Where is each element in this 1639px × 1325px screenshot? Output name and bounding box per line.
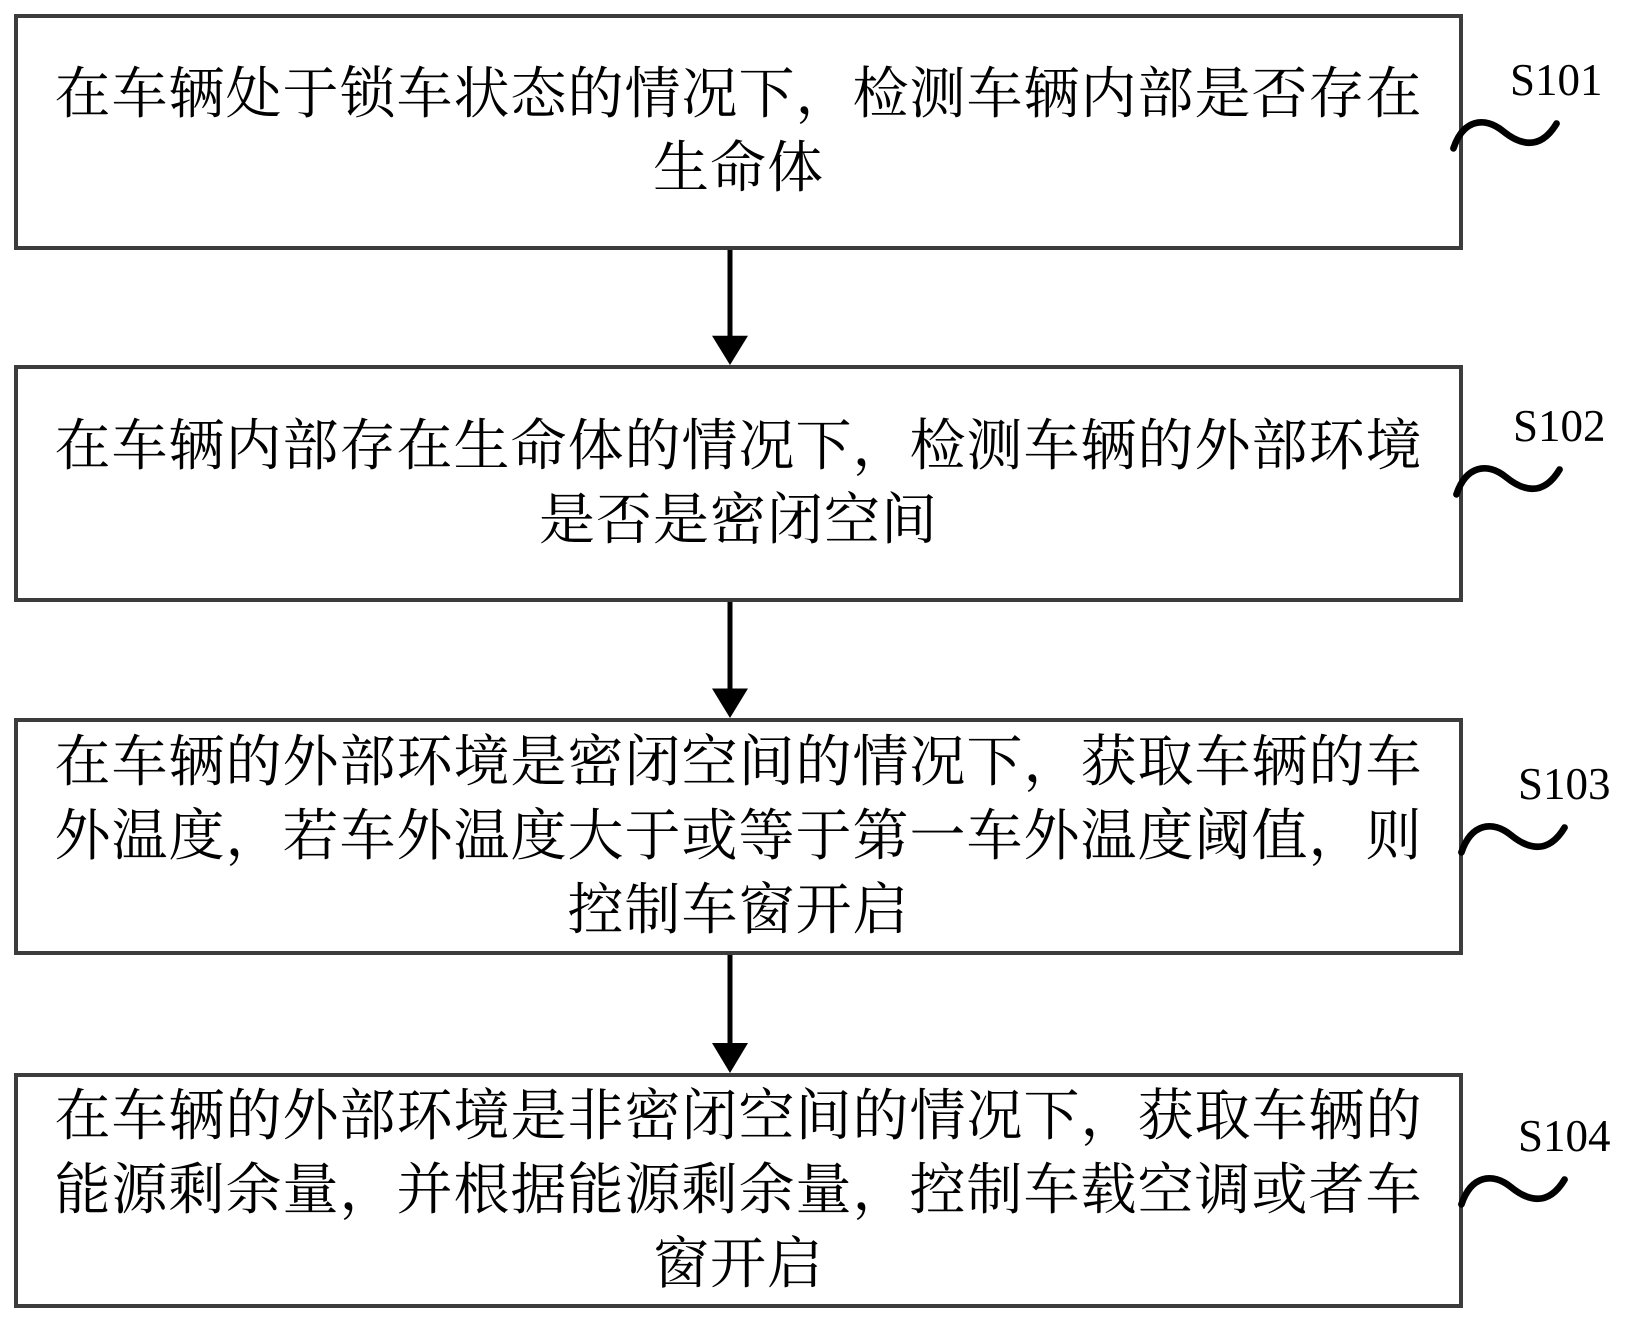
process-box-s103 xyxy=(14,718,1463,955)
tilde-connector-icon xyxy=(1449,460,1567,502)
step-label-s101 xyxy=(1446,56,1639,156)
step-label-text: S101 xyxy=(1510,55,1603,105)
process-text-line: 在车辆的外部环境是密闭空间的情况下，获取车辆的车 xyxy=(54,731,1423,794)
down-arrow-icon xyxy=(710,602,750,718)
process-text-line: 在车辆内部存在生命体的情况下，检测车辆的外部环境 xyxy=(54,415,1423,478)
process-text-line: 外温度，若车外温度大于或等于第一车外温度阈值，则 xyxy=(54,805,1423,868)
process-text-line: 控制车窗开启 xyxy=(567,879,910,942)
process-text-line: 是否是密闭空间 xyxy=(539,489,938,552)
tilde-connector-icon xyxy=(1454,1170,1572,1212)
process-text-line: 在车辆处于锁车状态的情况下，检测车辆内部是否存在 xyxy=(54,64,1423,126)
process-box-s102 xyxy=(14,365,1463,602)
step-label-text: S104 xyxy=(1518,1111,1611,1161)
process-text-line: 生命体 xyxy=(653,138,824,200)
tilde-connector-icon xyxy=(1454,818,1572,860)
process-text-line: 在车辆的外部环境是非密闭空间的情况下，获取车辆的 xyxy=(54,1085,1423,1148)
down-arrow-icon xyxy=(710,955,750,1073)
process-text-line: 窗开启 xyxy=(653,1233,824,1296)
process-box-s104 xyxy=(14,1073,1463,1308)
down-arrow-icon xyxy=(710,250,750,365)
step-label-s103 xyxy=(1454,760,1639,860)
step-label-text: S103 xyxy=(1518,759,1611,809)
process-text-line: 能源剩余量，并根据能源剩余量，控制车载空调或者车 xyxy=(54,1159,1423,1222)
step-label-text: S102 xyxy=(1513,401,1606,451)
process-box-s101 xyxy=(14,14,1463,250)
step-label-s104 xyxy=(1454,1112,1639,1212)
step-label-s102 xyxy=(1449,402,1639,502)
tilde-connector-icon xyxy=(1446,114,1564,156)
